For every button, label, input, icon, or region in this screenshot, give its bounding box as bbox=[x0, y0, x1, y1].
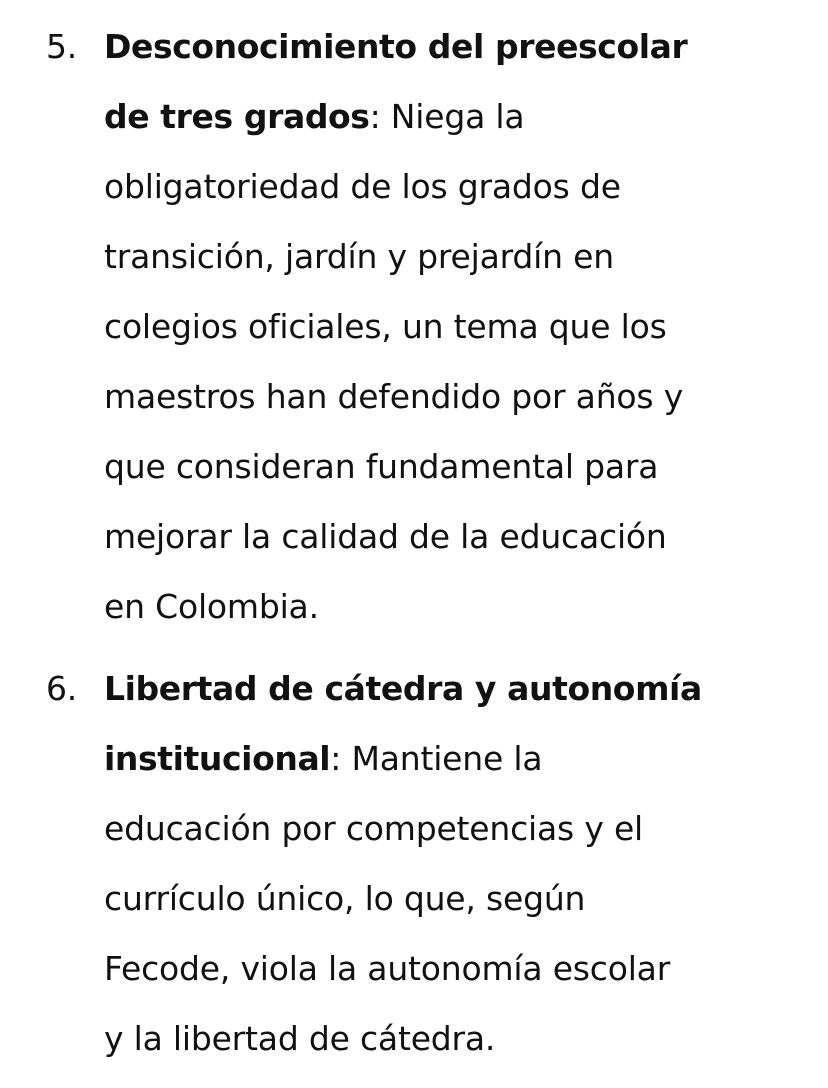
item-description-start: : Mantiene la bbox=[330, 739, 543, 778]
item-title-line: Libertad de cátedra y autonomía bbox=[104, 669, 702, 708]
item-title-continuation bbox=[104, 724, 822, 794]
item-description-line: que consideran fundamental para bbox=[104, 447, 659, 486]
item-description-line: obligatoriedad de los grados de bbox=[104, 167, 621, 206]
list-item-text bbox=[104, 654, 822, 1074]
list-marker: 5. bbox=[46, 27, 78, 66]
list-item-text bbox=[104, 12, 822, 642]
item-description-line: colegios oficiales, un tema que los bbox=[104, 307, 667, 346]
item-description-line: educación por competencias y el bbox=[104, 809, 644, 848]
item-title-line: Desconocimiento del preescolar bbox=[104, 27, 688, 66]
item-title-line: institucional bbox=[104, 739, 331, 778]
item-description-line: transición, jardín y prejardín en bbox=[104, 237, 614, 276]
item-description-line: maestros han defendido por años y bbox=[104, 377, 684, 416]
item-description-line: en Colombia. bbox=[104, 587, 319, 626]
list-marker: 6. bbox=[46, 669, 78, 708]
item-description-line: mejorar la calidad de la educación bbox=[104, 517, 667, 556]
item-description-start: : Niega la bbox=[369, 97, 525, 136]
item-title-continuation bbox=[104, 82, 822, 152]
item-description-line: Fecode, viola la autonomía escolar bbox=[104, 949, 671, 988]
item-description-line: currículo único, lo que, según bbox=[104, 879, 586, 918]
item-description-line: y la libertad de cátedra. bbox=[104, 1019, 496, 1058]
item-title-line: de tres grados bbox=[104, 97, 370, 136]
